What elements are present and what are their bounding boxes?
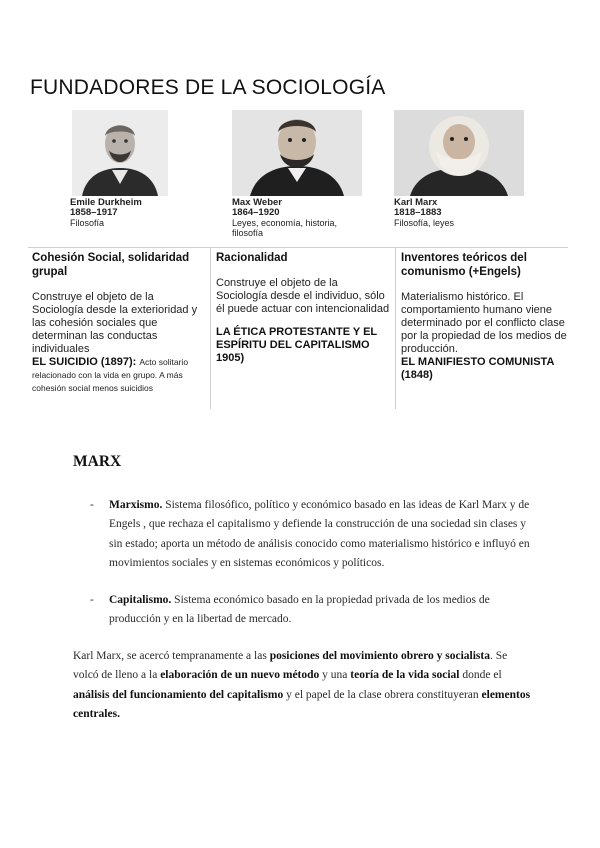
- marx-fields: Filosofía, leyes: [394, 218, 455, 228]
- column-note: Acto solitario relacionado con la vida en grupo. A más cohesión social menos suicidios: [32, 357, 189, 393]
- paragraph-bold: posiciones del movimiento obrero y socialista: [269, 649, 490, 662]
- paragraph-text: y una: [319, 669, 351, 681]
- term: Marxismo.: [109, 498, 163, 511]
- durkheim-caption: [70, 198, 200, 228]
- durkheim-fields: Filosofía: [70, 218, 105, 228]
- definition: Sistema económico basado en la propiedad privada de los medios de producción y en la libertad de mercado.: [109, 593, 490, 625]
- paragraph-bold: teoría de la vida social: [350, 669, 460, 681]
- column-heading: Racionalidad: [216, 252, 288, 264]
- paragraph-bold: elementos centrales.: [73, 688, 531, 720]
- paragraph-text: y el papel de la clase obrera constituyeran: [283, 688, 482, 701]
- column-divider: [395, 247, 396, 409]
- durkheim-column: [32, 251, 208, 395]
- column-heading: Cohesión Social, solidaridad grupal: [32, 252, 190, 278]
- paragraph-text: . Se volcó de lleno a la: [73, 649, 508, 681]
- weber-name: Max Weber: [232, 197, 282, 208]
- column-heading: Inventores teóricos del comunismo (+Engels): [401, 252, 527, 278]
- marx-column: [401, 251, 569, 382]
- marx-caption: [394, 198, 524, 228]
- column-book: EL SUICIDIO (1897):: [32, 356, 137, 368]
- section-title: MARX: [73, 453, 122, 470]
- definition: Sistema filosófico, político y económico basado en las ideas de Karl Marx y de Engels , que rechaza el capitalismo y defiende la construcción de una sociedad sin clases y sin estado; aporta un método de análisis conocido como materialismo histórico e influyó en movimientos sociales y en sistemas económicos y políticos.: [109, 498, 530, 569]
- column-divider: [210, 247, 211, 409]
- bullet-dash: -: [90, 593, 94, 606]
- weber-years: 1864–1920: [232, 207, 280, 218]
- list-item: [73, 496, 533, 574]
- term: Capitalismo.: [109, 593, 172, 606]
- marx-years: 1818–1883: [394, 207, 442, 218]
- marx-portrait: [394, 110, 524, 196]
- marx-name: Karl Marx: [394, 197, 438, 208]
- table-divider: [28, 247, 568, 248]
- paragraph-bold: elaboración de un nuevo método: [160, 669, 320, 681]
- weber-column: [216, 251, 392, 365]
- definitions-list: [73, 496, 533, 630]
- infographic-title: FUNDADORES DE LA SOCIOLOGÍA: [30, 76, 386, 99]
- paragraph-bold: análisis del funcionamiento del capitalismo: [73, 688, 284, 701]
- column-book: LA ÉTICA PROTESTANTE Y EL ESPÍRITU DEL CAPITALISMO 1905): [216, 326, 377, 364]
- column-text: Construye el objeto de la Sociología desde la exterioridad y las cohesión sociales que determinan las conductas individuales: [32, 291, 198, 355]
- marx-section: [73, 452, 533, 736]
- list-item: [73, 591, 533, 630]
- durkheim-portrait: [72, 110, 168, 196]
- paragraph-text: donde el: [459, 669, 502, 681]
- bullet-dash: -: [90, 498, 94, 511]
- body-paragraph: [73, 647, 533, 725]
- sociology-founders-infographic: [28, 70, 568, 410]
- durkheim-years: 1858–1917: [70, 207, 118, 218]
- weber-caption: [232, 198, 362, 238]
- weber-portrait: [232, 110, 362, 196]
- paragraph-text: Karl Marx, se acercó tempranamente a las: [73, 649, 270, 662]
- durkheim-name: Emile Durkheim: [70, 197, 142, 208]
- weber-fields: Leyes, economía, historia, filosofía: [232, 218, 338, 238]
- column-text: Materialismo histórico. El comportamiento humano viene determinado por el conflicto clase por la propiedad de los medios de producción.: [401, 291, 567, 355]
- column-text: Construye el objeto de la Sociología desde el individuo, sólo él puede actuar con intencionalidad: [216, 277, 390, 315]
- column-book: EL MANIFIESTO COMUNISTA (1848): [401, 356, 554, 381]
